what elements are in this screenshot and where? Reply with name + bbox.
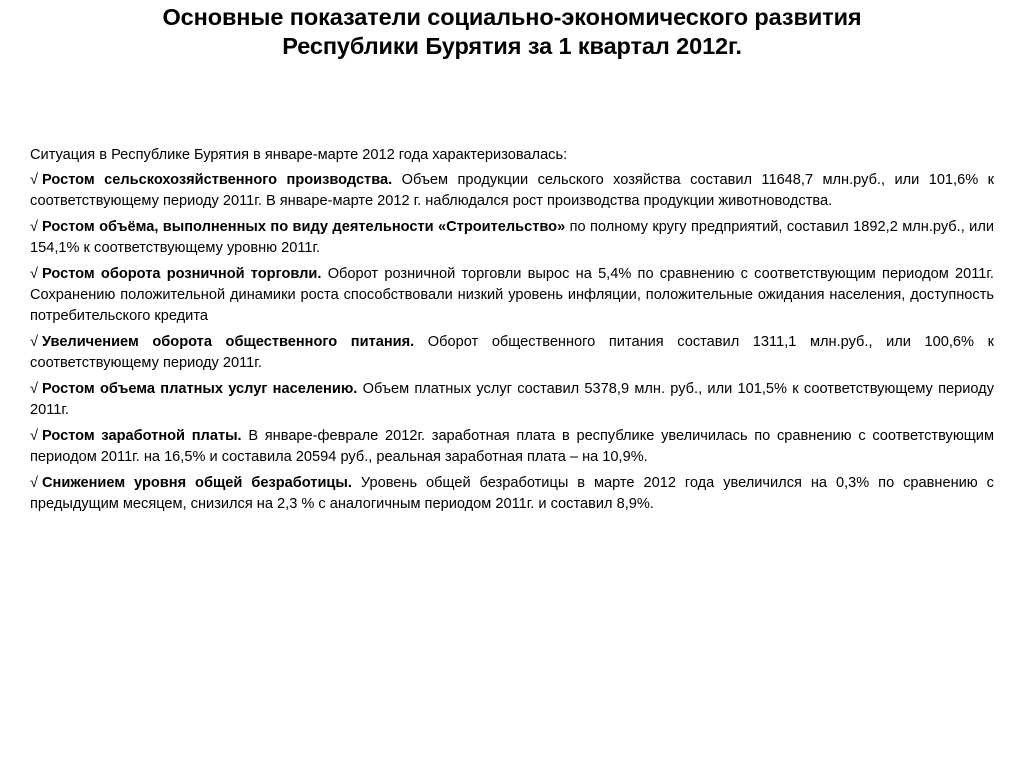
item-lead: Ростом заработной платы. [42,428,242,444]
title-line-2: Республики Бурятия за 1 квартал 2012г. [282,33,742,59]
checkmark-icon: √ [30,334,39,350]
item-text: Уровень общей безработицы в марте 2012 года увеличился на 0,3% по сравнению с предыдущим месяцем, снизился на 2,3 % с аналогичным периодом 2011г. и составил 8,9%. [30,475,994,512]
page-title [40,3,984,61]
checkmark-icon: √ [30,219,39,235]
checkmark-icon: √ [30,428,39,444]
intro-paragraph: Ситуация в Республике Бурятия в январе-марте 2012 года характеризовалась: [30,147,568,163]
checkmark-icon: √ [30,475,39,491]
title-line-1: Основные показатели социально-экономического развития [162,4,862,30]
item-lead: Увеличением оборота общественного питания. [42,334,415,350]
item-lead: Ростом объема платных услуг населению. [42,381,358,397]
checkmark-icon: √ [30,266,39,282]
list-item-wages [30,426,994,468]
document-body [30,145,994,520]
item-lead: Снижением уровня общей безработицы. [42,475,352,491]
list-item-paid-services [30,379,994,421]
checkmark-icon: √ [30,381,39,397]
item-text: Объем платных услуг составил 5378,9 млн. руб., или 101,5% к соответствующему периоду 2011г. [30,381,994,418]
item-text: В январе-феврале 2012г. заработная плата в республике увеличилась по сравнению с соответствующим периодом 2011г. на 16,5% и составила 20594 руб., реальная заработная плата – на 10,9%. [30,428,994,465]
item-text: Оборот общественного питания составил 1311,1 млн.руб., или 100,6% к соответствующему периоду 2011г. [30,334,994,371]
list-item-construction [30,217,994,259]
item-text: по полному кругу предприятий, составил 1892,2 млн.руб., или 154,1% к соответствующему уровню 2011г. [30,219,994,256]
list-item-retail [30,264,994,327]
list-item-agriculture [30,170,994,212]
item-lead: Ростом оборота розничной торговли. [42,266,322,282]
item-lead: Ростом объёма, выполненных по виду деятельности «Строительство» [42,219,566,235]
checkmark-icon: √ [30,172,39,188]
list-item-unemployment [30,473,994,515]
item-text: Оборот розничной торговли вырос на 5,4% по сравнению с соответствующим периодом 2011г. Сохранению положительной динамики роста способствовали низкий уровень инфляции, положительные ожидания населения, доступность потребительского кредита [30,266,994,324]
list-item-catering [30,332,994,374]
item-text: Объем продукции сельского хозяйства составил 11648,7 млн.руб., или 101,6% к соответствующему периоду 2011г. В январе-марте 2012 г. наблюдался рост производства продукции животноводства. [30,172,994,209]
item-lead: Ростом сельскохозяйственного производства. [42,172,393,188]
